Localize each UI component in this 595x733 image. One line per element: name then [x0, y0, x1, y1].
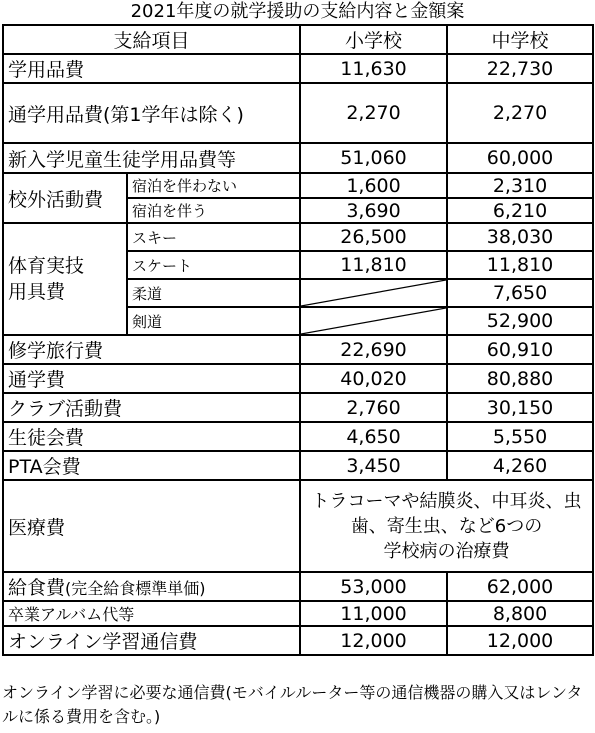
junior-value: 11,810 — [447, 251, 593, 279]
row-label-suffix: (完全給食標準単価) — [65, 579, 206, 598]
sub-label: 柔道 — [127, 279, 300, 307]
elementary-value: 11,630 — [300, 54, 447, 83]
footnote: オンライン学習に必要な通信費(モバイルルーター等の通信機器の購入又はレンタルに係る費用を含む。) — [2, 683, 583, 726]
junior-value: 8,800 — [447, 601, 593, 626]
medical-line: トラコーマや結膜炎、中耳炎、虫 — [311, 490, 582, 512]
row-label: オンライン学習通信費 — [3, 626, 300, 655]
elementary-value: 4,650 — [300, 422, 447, 451]
row-label: 通学用品費(第1学年は除く) — [3, 83, 300, 143]
row-label: 卒業アルバム代等 — [3, 601, 300, 626]
junior-value: 60,910 — [447, 335, 593, 364]
table-row — [3, 223, 593, 251]
table-row — [3, 393, 593, 422]
elementary-value: 2,760 — [300, 393, 447, 422]
junior-value: 52,900 — [447, 307, 593, 335]
elementary-value: 12,000 — [300, 626, 447, 655]
elementary-value: 1,600 — [300, 173, 447, 198]
row-label — [3, 572, 300, 601]
junior-value: 4,260 — [447, 451, 593, 480]
row-label: 学用品費 — [3, 54, 300, 83]
row-label: 修学旅行費 — [3, 335, 300, 364]
sub-label: スキー — [127, 223, 300, 251]
junior-value: 12,000 — [447, 626, 593, 655]
table-row — [3, 601, 593, 626]
junior-value: 22,730 — [447, 54, 593, 83]
row-label: 校外活動費 — [3, 173, 127, 223]
table-row — [3, 83, 593, 143]
not-applicable-cell — [300, 307, 447, 335]
junior-value: 60,000 — [447, 143, 593, 173]
junior-value: 80,880 — [447, 364, 593, 393]
table-row — [3, 143, 593, 173]
elementary-value: 53,000 — [300, 572, 447, 601]
elementary-value: 26,500 — [300, 223, 447, 251]
medical-description — [300, 480, 593, 572]
elementary-value: 51,060 — [300, 143, 447, 173]
table-row — [3, 480, 593, 572]
table-row — [3, 54, 593, 83]
row-label: PTA会費 — [3, 451, 300, 480]
support-table — [2, 24, 594, 656]
elementary-value: 2,270 — [300, 83, 447, 143]
row-label-line: 用具費 — [8, 281, 66, 303]
elementary-value: 22,690 — [300, 335, 447, 364]
table-row — [3, 422, 593, 451]
row-label-main: 給食費 — [8, 577, 66, 599]
junior-value: 62,000 — [447, 572, 593, 601]
junior-value: 6,210 — [447, 198, 593, 223]
row-label: 通学費 — [3, 364, 300, 393]
elementary-value: 11,810 — [300, 251, 447, 279]
header-elementary: 小学校 — [300, 25, 447, 54]
junior-value: 2,310 — [447, 173, 593, 198]
row-label: クラブ活動費 — [3, 393, 300, 422]
sub-label: 剣道 — [127, 307, 300, 335]
row-label — [3, 223, 127, 335]
junior-value: 2,270 — [447, 83, 593, 143]
elementary-value: 3,450 — [300, 451, 447, 480]
diagonal-line — [301, 308, 446, 334]
diagonal-line — [301, 280, 446, 306]
junior-value: 5,550 — [447, 422, 593, 451]
not-applicable-cell — [300, 279, 447, 307]
junior-value: 30,150 — [447, 393, 593, 422]
table-row — [3, 173, 593, 198]
table-row — [3, 572, 593, 601]
table-row — [3, 364, 593, 393]
row-label: 生徒会費 — [3, 422, 300, 451]
table-row — [3, 335, 593, 364]
sub-label: 宿泊を伴わない — [127, 173, 300, 198]
elementary-value: 11,000 — [300, 601, 447, 626]
junior-value: 38,030 — [447, 223, 593, 251]
sub-label: 宿泊を伴う — [127, 198, 300, 223]
medical-line: 歯、寄生虫、など6つの — [350, 515, 543, 537]
page-title: 2021年度の就学援助の支給内容と金額案 — [130, 1, 465, 22]
table-row — [3, 626, 593, 655]
medical-line: 学校病の治療費 — [383, 540, 510, 562]
elementary-value: 40,020 — [300, 364, 447, 393]
header-junior: 中学校 — [447, 25, 593, 54]
header-row — [3, 25, 593, 54]
table-row — [3, 451, 593, 480]
elementary-value: 3,690 — [300, 198, 447, 223]
header-item: 支給項目 — [3, 25, 300, 54]
row-label: 新入学児童生徒学用品費等 — [3, 143, 300, 173]
sub-label: スケート — [127, 251, 300, 279]
row-label-line: 体育実技 — [8, 255, 85, 277]
junior-value: 7,650 — [447, 279, 593, 307]
row-label: 医療費 — [3, 480, 300, 572]
